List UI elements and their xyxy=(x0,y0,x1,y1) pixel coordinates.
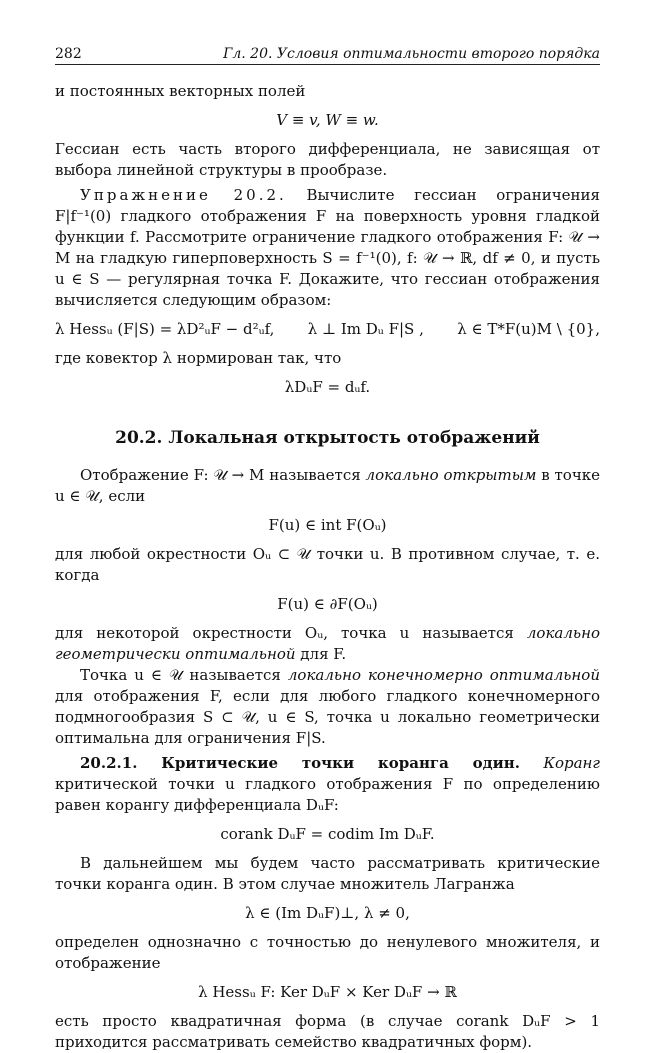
formula-2-hessian: λ Hessᵤ (F|S) = λD²ᵤF − d²ᵤf, xyxy=(55,320,275,338)
exercise-paragraph xyxy=(55,185,600,311)
paragraph-6-a: для некоторой окрестности Oᵤ, точка u называется xyxy=(55,624,527,642)
paragraph-4 xyxy=(55,465,600,507)
exercise-label: Упражнение 20.2. xyxy=(80,186,287,204)
paragraph-7-c: для отображения F, если для любого гладкого конечномерного подмногообразия S ⊂ 𝒰, u ∈ S, точка u локально геометрически оптимальна для ограничения F|S. xyxy=(55,687,600,747)
term-finite-dim-optimal: локально конечномерно оптимальной xyxy=(287,666,600,684)
paragraph-8-c: критической точки u гладкого отображения F по определению равен корангу дифференциала DᵤF: xyxy=(55,775,600,814)
running-header xyxy=(55,40,600,62)
exercise-text: Вычислите гессиан ограничения F|f⁻¹(0) гладкого отображения F на поверхность уровня гладкой функции f. Рассмотрите ограничение гладкого отображения F: 𝒰 → M на гладкую гиперповерхность S = f⁻¹(0), f: 𝒰 → ℝ, df ≠ 0, и пусть u ∈ S — регулярная точка F. Докажите, что гессиан отображения вычисляется следующим образом: xyxy=(55,186,600,309)
formula-2 xyxy=(55,319,600,340)
paragraph-11: есть просто квадратичная форма (в случае corank DᵤF > 1 приходится рассматривать семейство квадратичных форм). xyxy=(55,1012,600,1051)
formula-4: F(u) ∈ int F(Oᵤ) xyxy=(268,516,387,534)
formula-5: F(u) ∈ ∂F(Oᵤ) xyxy=(277,595,378,613)
formula-2-covector: λ ∈ T*F(u)M \ {0}, xyxy=(457,320,600,338)
page-number: 282 xyxy=(55,46,82,62)
paragraph-6-c: для F. xyxy=(295,645,347,663)
formula-2-orthogonal: λ ⊥ Im Dᵤ F|S , xyxy=(307,320,424,338)
paragraph-6 xyxy=(55,623,600,665)
paragraph-10: определен однозначно с точностью до ненулевого множителя, и отображение xyxy=(55,933,600,972)
term-locally-open: локально открытым xyxy=(365,466,537,484)
paragraph-4-a: Отображение F: 𝒰 → M называется xyxy=(80,466,366,484)
paragraph-7-a: Точка u ∈ 𝒰 называется xyxy=(80,666,288,684)
term-corank: Коранг xyxy=(543,754,600,772)
paragraph-3: где ковектор λ нормирован так, что xyxy=(55,349,342,367)
page xyxy=(55,40,600,1053)
term-geometrically-optimal: локально геометрически оптимальной xyxy=(55,624,600,663)
paragraph-7 xyxy=(55,665,600,749)
formula-6: corank DᵤF = codim Im DᵤF. xyxy=(220,825,435,843)
paragraph-1: и постоянных векторных полей xyxy=(55,82,306,100)
paragraph-9: В дальнейшем мы будем часто рассматривать критические точки коранга один. В этом случае множитель Лагранжа xyxy=(55,854,600,893)
paragraph-8 xyxy=(55,753,600,816)
paragraph-4-c: в точке u ∈ 𝒰, если xyxy=(55,466,600,505)
formula-8: λ Hessᵤ F: Ker DᵤF × Ker DᵤF → ℝ xyxy=(198,983,457,1001)
subsection-title: 20.2.1. Критические точки коранга один. xyxy=(80,754,520,772)
section-title: 20.2. Локальная открытость отображений xyxy=(115,428,540,448)
formula-7: λ ∈ (Im DᵤF)⊥, λ ≠ 0, xyxy=(245,904,410,922)
paragraph-5: для любой окрестности Oᵤ ⊂ 𝒰 точки u. В противном случае, т. е. когда xyxy=(55,545,600,584)
paragraph-2: Гессиан есть часть второго дифференциала, не зависящая от выбора линейной структуры в прообразе. xyxy=(55,140,600,179)
running-title: Гл. 20. Условия оптимальности второго порядка xyxy=(223,46,600,62)
formula-1: V ≡ v, W ≡ w. xyxy=(276,111,379,129)
paragraph-8-space xyxy=(520,754,543,772)
formula-3: λDᵤF = dᵤf. xyxy=(284,378,371,396)
